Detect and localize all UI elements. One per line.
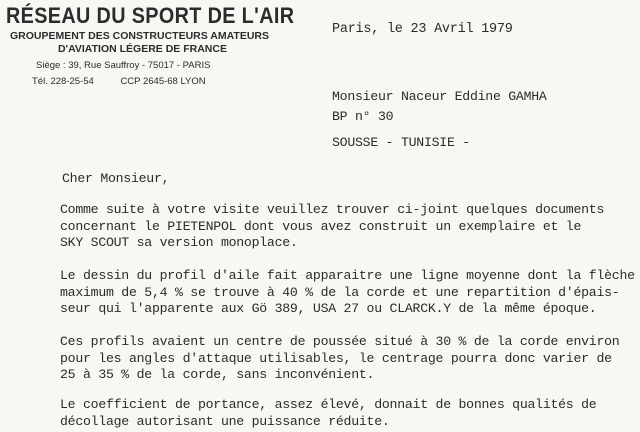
letterhead-title: RÉSEAU DU SPORT DE L'AIR [6, 3, 295, 28]
paragraph-2 [60, 268, 635, 318]
recipient-city: SOUSSE - TUNISIE - [332, 135, 470, 150]
recipient-block [332, 87, 547, 127]
paragraph-3 [60, 334, 619, 384]
letterhead-subtitle-1: GROUPEMENT DES CONSTRUCTEURS AMATEURS [10, 30, 270, 42]
letterhead-address: Siège : 39, Rue Sauffroy - 75017 - PARIS [36, 60, 211, 71]
paragraph-line: 25 à 35 % de la corde, sans inconvénient. [60, 367, 375, 382]
paragraph-line: pour les angles d'attaque utilisables, le centrage pourra donc varier de [60, 350, 612, 366]
paragraph-1 [60, 202, 604, 252]
paragraph-line: concernant le PIETENPOL dont vous avez construit un exemplaire et le [60, 218, 582, 234]
paragraph-line: Ces profils avaient un centre de poussée situé à 30 % de la corde environ [60, 334, 620, 349]
letterhead-contact-row [6, 76, 282, 88]
recipient-name: Monsieur Naceur Eddine GAMHA [332, 89, 547, 104]
paragraph-line: Le dessin du profil d'aile fait apparaitre une ligne moyenne dont la flèche [60, 268, 635, 283]
letterhead-phone: Tél. 228-25-54 [32, 76, 94, 87]
letterhead [6, 3, 295, 88]
greeting: Cher Monsieur, [62, 171, 170, 186]
recipient-box: BP n° 30 [332, 109, 394, 124]
paragraph-4 [60, 397, 596, 430]
paragraph-line: décollage autorisant une puissance réduite. [60, 413, 390, 429]
paragraph-line: maximum de 5,4 % se trouve à 40 % de la corde et une repartition d'épais- [60, 284, 620, 300]
paragraph-line: seur qui l'apparente aux Gö 389, USA 27 ou CLARCK.Y de la même époque. [60, 301, 597, 316]
letterhead-ccp: CCP 2645-68 LYON [120, 76, 206, 87]
paragraph-line: Le coefficient de portance, assez élevé, donnait de bonnes qualités de [60, 397, 597, 412]
paragraph-line: Comme suite à votre visite veuillez trouver ci-joint quelques documents [60, 202, 605, 217]
letterhead-subtitle-2: D'AVIATION LÉGERE DE FRANCE [58, 43, 227, 55]
paragraph-line: SKY SCOUT sa version monoplace. [60, 235, 298, 250]
letter-date: Paris, le 23 Avril 1979 [332, 22, 513, 37]
